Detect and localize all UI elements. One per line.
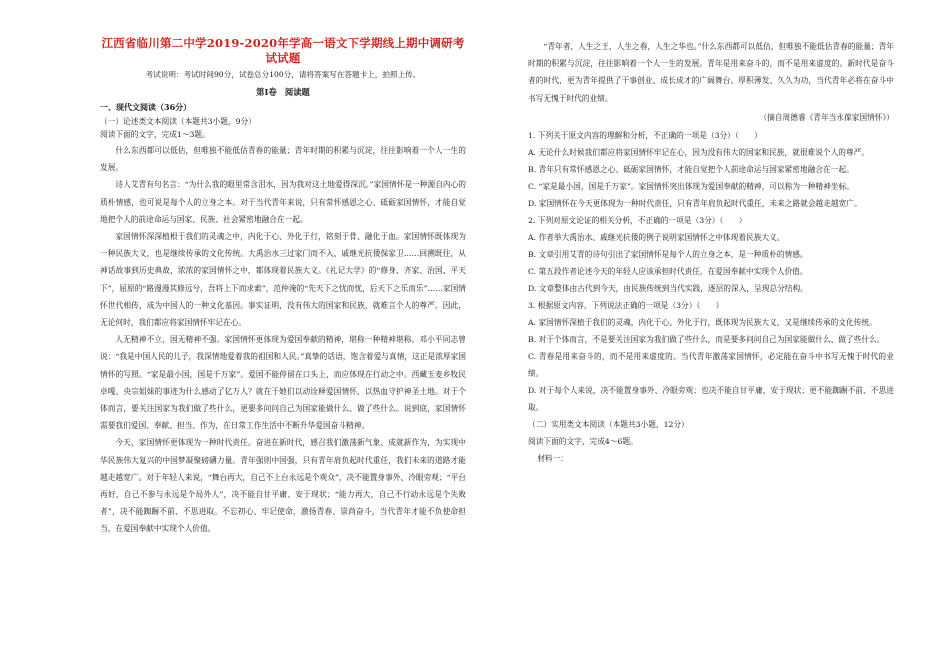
question-stem: 2. 下列对原文论证的相关分析，不正确的一项是（3分）（ ）: [528, 215, 747, 225]
question-option: C. 青春是用来奋斗的，而不是用来虚度的。当代青年激荡家国情怀，必定能在奋斗中书写无愧于时代的业绩。: [528, 351, 894, 378]
reading-instruction: 阅读下面的文字，完成4～6题。: [528, 436, 638, 446]
part-title: 第Ⅰ卷 阅读题: [256, 87, 310, 97]
passage-paragraph: 今天，家国情怀更体现为一种时代责任。奋进在新时代，感召我们激荡新气象、成就新作为，为实现中华民族伟大复兴的中国梦凝聚磅礴力量。青年强则中国强，只有青年肩负起时代重任，我们未来的道路才能越走越宽广。对于年轻人来说，“舞台再大，自己不上台永远是个观众”，决不能置身事外、冷眼旁观；“平台再好，自己不参与永远是个局外人”，决不能自甘平庸、安于现状；“能力再大，自己不行动永远是个失败者”，决不能踟蹰不前、不思进取。不忘初心、牢记使命，激扬青春、崇尚奋斗，当代青年才能不负使命担当，在爱国奉献中实现个人价值。: [100, 438, 466, 534]
passage-paragraph: 诗人艾青有句名言：“为什么我的眼里常含泪水，因为我对这土地爱得深沉。”家国情怀是一种源自内心的质朴情感，也可说是每个人的立身之本。对于当代青年来说，只有常怀感恩之心、砥砺家国情怀，才能自觉地把个人的前途命运与国家、民族、社会紧密地融合在一起。: [100, 180, 466, 224]
material-label: 材料一：: [537, 453, 568, 463]
question-stem: 1. 下列关于原文内容的理解和分析，不正确的一项是（3分）（ ）: [528, 130, 762, 140]
question-option: A. 无论什么时候我们都应将家国情怀牢记在心，因为没有伟大的国家和民族，就很难说个人的尊严。: [528, 147, 870, 157]
question-stem: 3. 根据原文内容，下列说法正确的一项是（3分）（ ）: [528, 300, 724, 310]
section-heading: 一、现代文阅读（36分）: [100, 102, 192, 112]
question-option: D. 家国情怀在今天更体现为一种时代责任，只有青年肩负起时代重任，未来之路就会越走越宽广。: [528, 198, 862, 208]
question-option: A. 作者举大禹治水、戚继光抗倭的例子说明家国情怀之中体现着民族大义。: [528, 232, 785, 242]
question-option: D. 文章整体由古代到今天，由民族传统到当代实践，逐层的深入，呈现总分结构。: [528, 283, 808, 293]
passage-paragraph: 人无精神不立，国无精神不强。家国情怀更体现为爱国奉献的精神，堪称一种精神堪称。邓小平同志曾说：“我是中国人民的儿子，我深情地爱着我的祖国和人民。”真挚的话语，饱含着爱与真情，这正是浓厚家国情怀的写照。“家是最小国，国是千万家”。爱国不能停留在口头上，而应体现在行动之中。西藏玉麦乡牧民卓嘎、央宗姐妹的事迹为什么感动了亿万人？就在于她们以动诠释爱国情怀，以热血守护神圣土地。对于个体而言，要关注国家为我们做了些什么，更要多问问自己为国家能做什么、做了些什么。说到底，家国情怀需要我们爱国、奉献、担当、作为，在日常工作生活中不断升华爱国奋斗精神。: [100, 335, 466, 431]
subsection-heading: （一）论述类文本阅读（本题共3小题，9分）: [100, 117, 256, 126]
reading-instruction: 阅读下面的文字，完成1～3题。: [100, 130, 210, 139]
source-citation: （摘自周德睿《青年当永葆家国情怀》）: [759, 112, 894, 122]
subsection-heading: （二）实用类文本阅读（本题共3小题，12分）: [528, 419, 689, 429]
question-option: B. 文章引用艾青的诗句引出了家国情怀是每个人的立身之本，是一种质朴的情感。: [528, 249, 808, 259]
question-option: B. 对于个体而言，不是要关注国家为我们做了些什么，而是要多问问自己为国家能做什么、做了些什么。: [528, 334, 885, 344]
question-option: D. 对于每个人来说，决不能置身事外、冷眼旁观；也决不能自甘平庸、安于现状；更不能踟蹰不前、不思进取。: [528, 385, 894, 412]
exam-note: 考试说明：考试时间90分，试卷总分100分，请将答案写在答题卡上，拍照上传。: [145, 70, 421, 79]
question-option: B. 青年只有常怀感恩之心、砥砺家国情怀，才能自觉把个人前途命运与国家紧密地融合在一起。: [528, 164, 854, 174]
left-column: [100, 32, 466, 538]
right-column: [528, 38, 894, 467]
question-option: C. 第五段作者论述今天的年轻人应该承担时代责任，在爱国奉献中实现个人价值。: [528, 266, 808, 276]
question-option: A. 家国情怀深植于我们的灵魂，内化于心、外化于行，既体现为民族大义，又是继续传承的文化传统。: [528, 317, 877, 327]
passage-paragraph: 家国情怀深深植根于我们的灵魂之中，内化于心、外化于行，铭刻于骨、融化于血。家国情怀既体现为一种民族大义，也是继续传承的文化传统。大禹治水三过家门而不入，戚继光抗倭保家卫……回溯既往，从神话故事到历史典故，浓浓的家国情怀之中，都体现着民族大义。《礼记大学》的“修身、齐家、治国、平天下”，屈原的“路漫漫其修远兮，吾将上下而求索”，范仲淹的“先天下之忧而忧，后天下之乐而乐”……家国情怀世代相传，成为中国人的一种文化基因。事实证明，没有伟大的国家和民族，就难言个人的尊严。因此，无论何时，我们都应将家国情怀牢记在心。: [100, 232, 466, 328]
question-option: C. “家是最小国，国是千万家”。家国情怀突出体现为爱国奉献的精神，可以称为一种精神坐标。: [528, 181, 854, 191]
passage-paragraph: 什么东西都可以低估，但唯独不能低估青春的能量；青年时期的积累与沉淀，往往影响着一个人一生的发展。: [100, 146, 466, 173]
passage-paragraph: “青年者，人生之王，人生之春，人生之华也。”什么东西都可以低估，但唯独不能低估青春的能量；青年时期的积累与沉淀，往往影响着一个人一生的发展。青年是用来奋斗的，而不是用来虚度的。新时代是奋斗者的时代，更为青年提供了干事创业、成长成才的广阔舞台。厚积薄发、久久为功，当代青年必将在奋斗中书写无愧于时代的业绩。: [528, 42, 894, 103]
page-title: 江西省临川第二中学2019-2020年学高一语文下学期线上期中调研考试试题: [101, 36, 465, 65]
